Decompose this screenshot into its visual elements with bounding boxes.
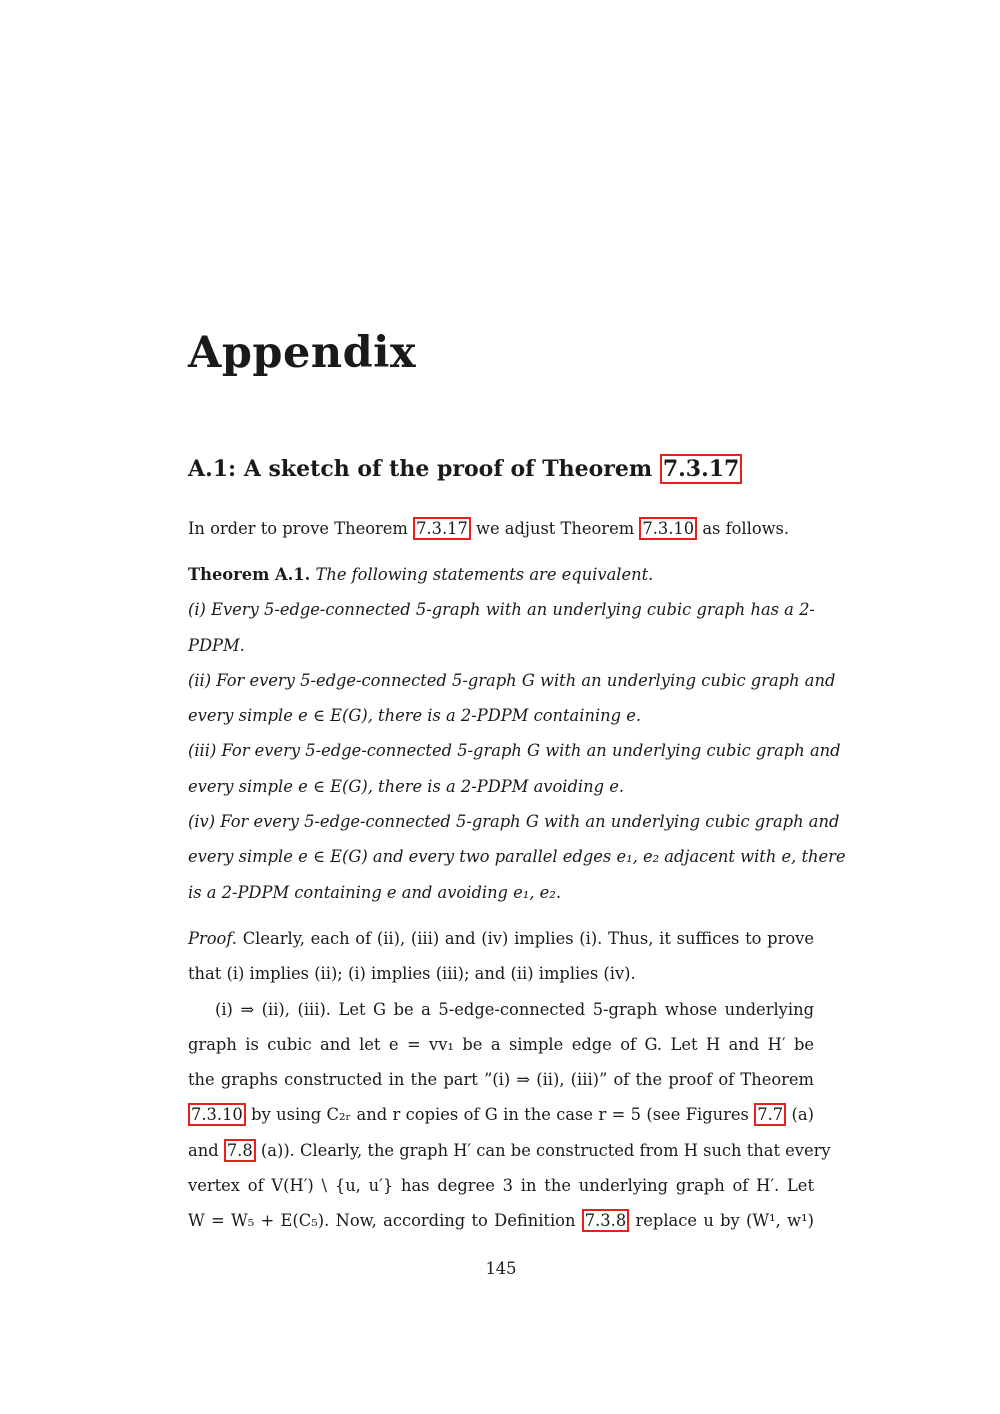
theorem-label: Theorem A.1. [188,565,311,584]
intro-text: as follows. [702,519,790,538]
proof-text: that (i) implies (ii); (i) implies (iii); and (ii) implies (iv). [188,964,636,984]
figure-ref-link[interactable]: 7.8 [224,1139,256,1162]
theorem-line: (iii) For every 5-edge-connected 5-graph G with an underlying cubic graph and [188,741,841,761]
theorem-ref-link[interactable]: 7.3.10 [639,517,697,540]
proof-text: by using C₂ᵣ and r copies of G in the case r = 5 (see Figures [251,1105,749,1125]
proof-text: and [188,1140,219,1160]
chapter-title: Appendix [188,328,417,378]
theorem-ref-link[interactable]: 7.3.17 [413,517,471,540]
theorem-ref-link[interactable]: 7.3.17 [660,454,743,484]
proof-text: the graphs constructed in the part ”(i) ⇒ (ii), (iii)” of the proof of Theorem [188,1070,814,1090]
proof-text: vertex of V(H′) \ {u, u′} has degree 3 in the underlying graph of H′. Let [188,1176,814,1196]
intro-paragraph [188,511,814,546]
proof-text: graph is cubic and let e = vv₁ be a simple edge of G. Let H and H′ be [188,1034,814,1054]
intro-text: In order to prove Theorem [188,519,408,538]
theorem-line: PDPM. [188,635,245,655]
theorem-ref-link[interactable]: 7.3.10 [188,1103,246,1126]
theorem-line: every simple e ∈ E(G), there is a 2-PDPM containing e. [188,706,642,726]
definition-ref-link[interactable]: 7.3.8 [582,1209,629,1232]
theorem-line: is a 2-PDPM containing e and avoiding e₁, e₂. [188,882,562,902]
figure-ref-link[interactable]: 7.7 [754,1103,786,1126]
proof-text: W = W₅ + E(C₅). Now, according to Definition [188,1211,576,1231]
proof-text: (a)). Clearly, the graph H′ can be constructed from H such that every [260,1140,831,1160]
proof-text: replace u by (W¹, w¹) [635,1211,814,1231]
page-number: 145 [485,1259,517,1278]
proof-text: (i) ⇒ (ii), (iii). Let G be a 5-edge-connected 5-graph whose underlying [215,999,814,1019]
section-title [188,456,742,482]
theorem-line: (ii) For every 5-edge-connected 5-graph G with an underlying cubic graph and [188,670,836,690]
section-title-text: A.1: A sketch of the proof of Theorem [188,456,653,482]
proof-label: Proof. [188,929,237,948]
proof-text: (a) [791,1105,814,1125]
theorem-block [188,557,846,910]
theorem-statement: The following statements are equivalent. [315,565,654,584]
proof-text: Clearly, each of (ii), (iii) and (iv) implies (i). Thus, it suffices to prove [242,929,814,948]
proof-block [188,921,831,1239]
theorem-line: (i) Every 5-edge-connected 5-graph with an underlying cubic graph has a 2- [188,600,815,620]
theorem-line: (iv) For every 5-edge-connected 5-graph G with an underlying cubic graph and [188,812,840,832]
intro-text: we adjust Theorem [476,519,635,538]
theorem-line: every simple e ∈ E(G), there is a 2-PDPM avoiding e. [188,776,625,796]
theorem-line: every simple e ∈ E(G) and every two parallel edges e₁, e₂ adjacent with e, there [188,847,846,867]
